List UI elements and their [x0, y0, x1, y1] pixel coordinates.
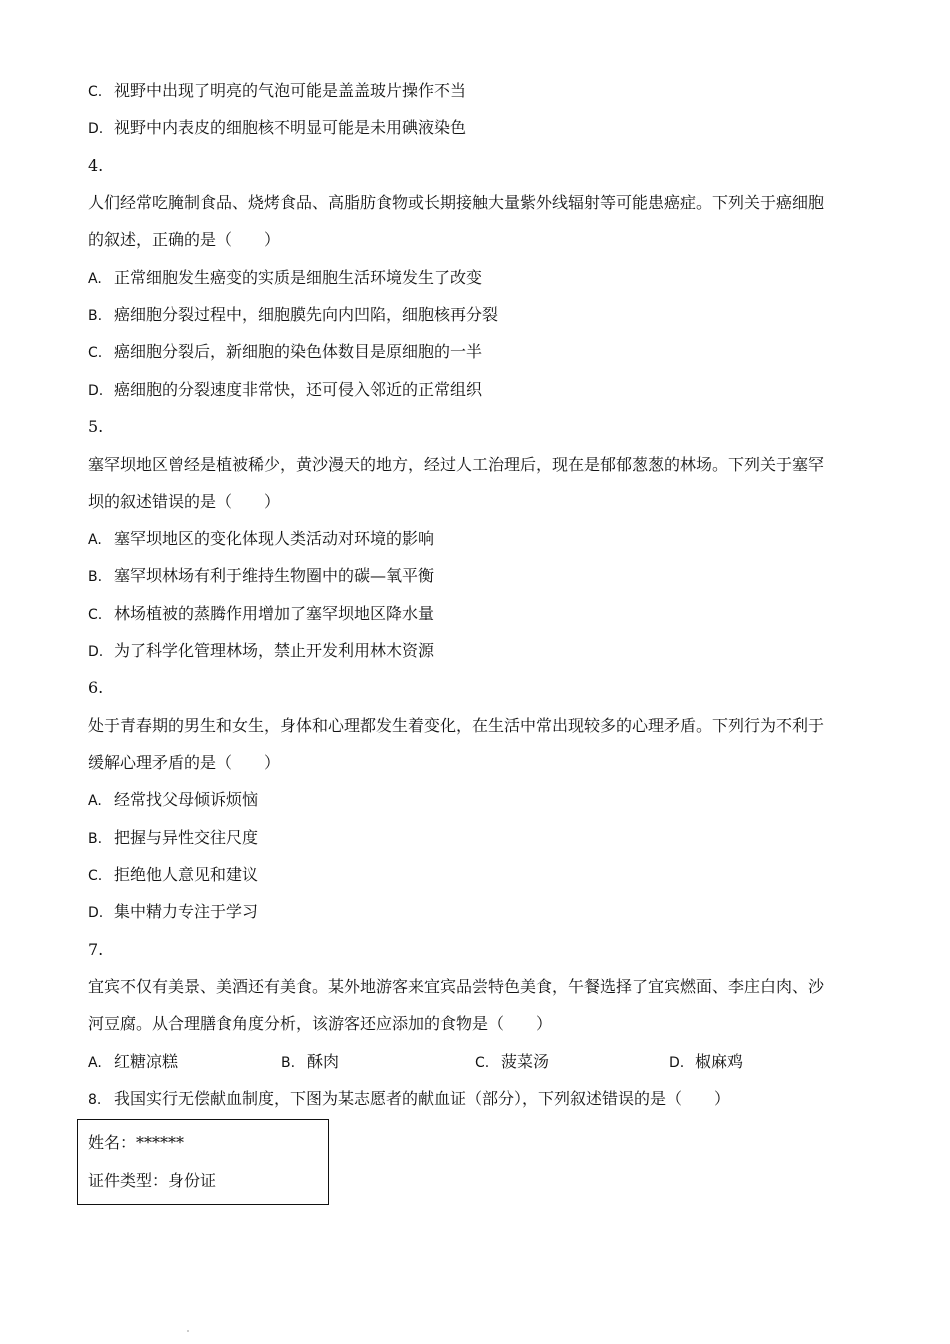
- option-label: A.: [88, 1055, 102, 1071]
- option-label: D.: [669, 1055, 685, 1071]
- option-text: 癌细胞分裂过程中，细胞膜先向内凹陷，细胞核再分裂: [114, 305, 499, 324]
- q5-option-b: [88, 565, 434, 588]
- q5-number: 5.: [88, 417, 104, 436]
- option-text: 拒绝他人意见和建议: [114, 865, 259, 884]
- q4-option-a: [88, 267, 482, 290]
- q6-number: 6.: [88, 678, 104, 697]
- q7-option-b: [281, 1051, 339, 1074]
- q7-option-c: [475, 1051, 549, 1074]
- option-text: 塞罕坝林场有利于维持生物圈中的碳—氧平衡: [114, 566, 435, 585]
- option-text: 视野中内表皮的细胞核不明显可能是未用碘液染色: [114, 118, 467, 137]
- q7-option-d: [669, 1051, 743, 1074]
- option-text: 酥肉: [307, 1052, 340, 1071]
- option-label: A.: [88, 532, 102, 548]
- option-text: 为了科学化管理林场，禁止开发利用林木资源: [114, 641, 435, 660]
- option-text: 林场植被的蒸腾作用增加了塞罕坝地区降水量: [114, 604, 435, 623]
- option-label: A.: [88, 793, 102, 809]
- q3-option-c: [88, 80, 466, 103]
- q8-stem: [88, 1088, 730, 1111]
- q6-option-d: [88, 901, 258, 924]
- option-label: C.: [88, 868, 103, 884]
- option-label: D.: [88, 644, 104, 660]
- page-speck: [187, 1330, 189, 1332]
- q4-option-d: [88, 379, 482, 402]
- q3-option-d: [88, 117, 466, 140]
- option-label: D.: [88, 383, 104, 399]
- option-text: 塞罕坝地区的变化体现人类活动对环境的影响: [114, 529, 435, 548]
- option-text: 椒麻鸡: [695, 1052, 744, 1071]
- q7-options-row: [88, 1051, 868, 1073]
- option-text: 集中精力专注于学习: [114, 902, 259, 921]
- q6-option-c: [88, 864, 258, 887]
- q5-option-c: [88, 603, 434, 626]
- q6-stem-line2: 缓解心理矛盾的是（ ）: [88, 753, 281, 772]
- q8-stem-text: 我国实行无偿献血制度，下图为某志愿者的献血证（部分），下列叙述错误的是（ ）: [114, 1089, 731, 1108]
- q4-option-b: [88, 304, 498, 327]
- option-text: 癌细胞的分裂速度非常快，还可侵入邻近的正常组织: [114, 380, 483, 399]
- q8-number: 8.: [88, 1092, 102, 1108]
- option-text: 经常找父母倾诉烦恼: [114, 790, 259, 809]
- q7-stem-line2: 河豆腐。从合理膳食角度分析，该游客还应添加的食物是（ ）: [88, 1014, 553, 1033]
- q5-option-d: [88, 640, 434, 663]
- q5-stem-line2: 坝的叙述错误的是（ ）: [88, 492, 281, 511]
- option-text: 正常细胞发生癌变的实质是细胞生活环境发生了改变: [114, 268, 483, 287]
- q4-stem-line1: 人们经常吃腌制食品、烧烤食品、高脂肪食物或长期接触大量紫外线辐射等可能患癌症。下列关于癌细胞: [88, 193, 825, 212]
- option-label: B.: [281, 1055, 296, 1071]
- option-label: C.: [88, 607, 103, 623]
- option-label: B.: [88, 569, 103, 585]
- option-label: B.: [88, 831, 103, 847]
- q6-option-a: [88, 789, 258, 812]
- option-text: 视野中出现了明亮的气泡可能是盖盖玻片操作不当: [114, 81, 467, 100]
- q5-option-a: [88, 528, 434, 551]
- option-label: C.: [88, 345, 103, 361]
- q6-option-b: [88, 827, 258, 850]
- q5-stem-line1: 塞罕坝地区曾经是植被稀少，黄沙漫天的地方，经过人工治理后，现在是郁郁葱葱的林场。下列关于塞罕: [88, 455, 825, 474]
- option-label: D.: [88, 121, 104, 137]
- q4-stem-line2: 的叙述，正确的是（ ）: [88, 230, 281, 249]
- q4-option-c: [88, 341, 482, 364]
- q4-number: 4.: [88, 156, 104, 175]
- q7-stem-line1: 宜宾不仅有美景、美酒还有美食。某外地游客来宜宾品尝特色美食，午餐选择了宜宾燃面、李庄白肉、沙: [88, 977, 825, 996]
- option-label: C.: [88, 84, 103, 100]
- card-id-type-line: 证件类型：身份证: [88, 1171, 217, 1190]
- option-label: D.: [88, 905, 104, 921]
- option-text: 癌细胞分裂后，新细胞的染色体数目是原细胞的一半: [114, 342, 483, 361]
- option-label: A.: [88, 271, 102, 287]
- q7-number: 7.: [88, 940, 104, 959]
- q7-option-a: [88, 1051, 178, 1074]
- blood-donation-card: [77, 1119, 329, 1205]
- option-text: 把握与异性交往尺度: [114, 828, 259, 847]
- card-name-line: 姓名：******: [88, 1133, 185, 1152]
- option-label: C.: [475, 1055, 490, 1071]
- option-text: 菠菜汤: [501, 1052, 550, 1071]
- q6-stem-line1: 处于青春期的男生和女生，身体和心理都发生着变化，在生活中常出现较多的心理矛盾。下列行为不利于: [88, 716, 825, 735]
- option-text: 红糖凉糕: [114, 1052, 179, 1071]
- option-label: B.: [88, 308, 103, 324]
